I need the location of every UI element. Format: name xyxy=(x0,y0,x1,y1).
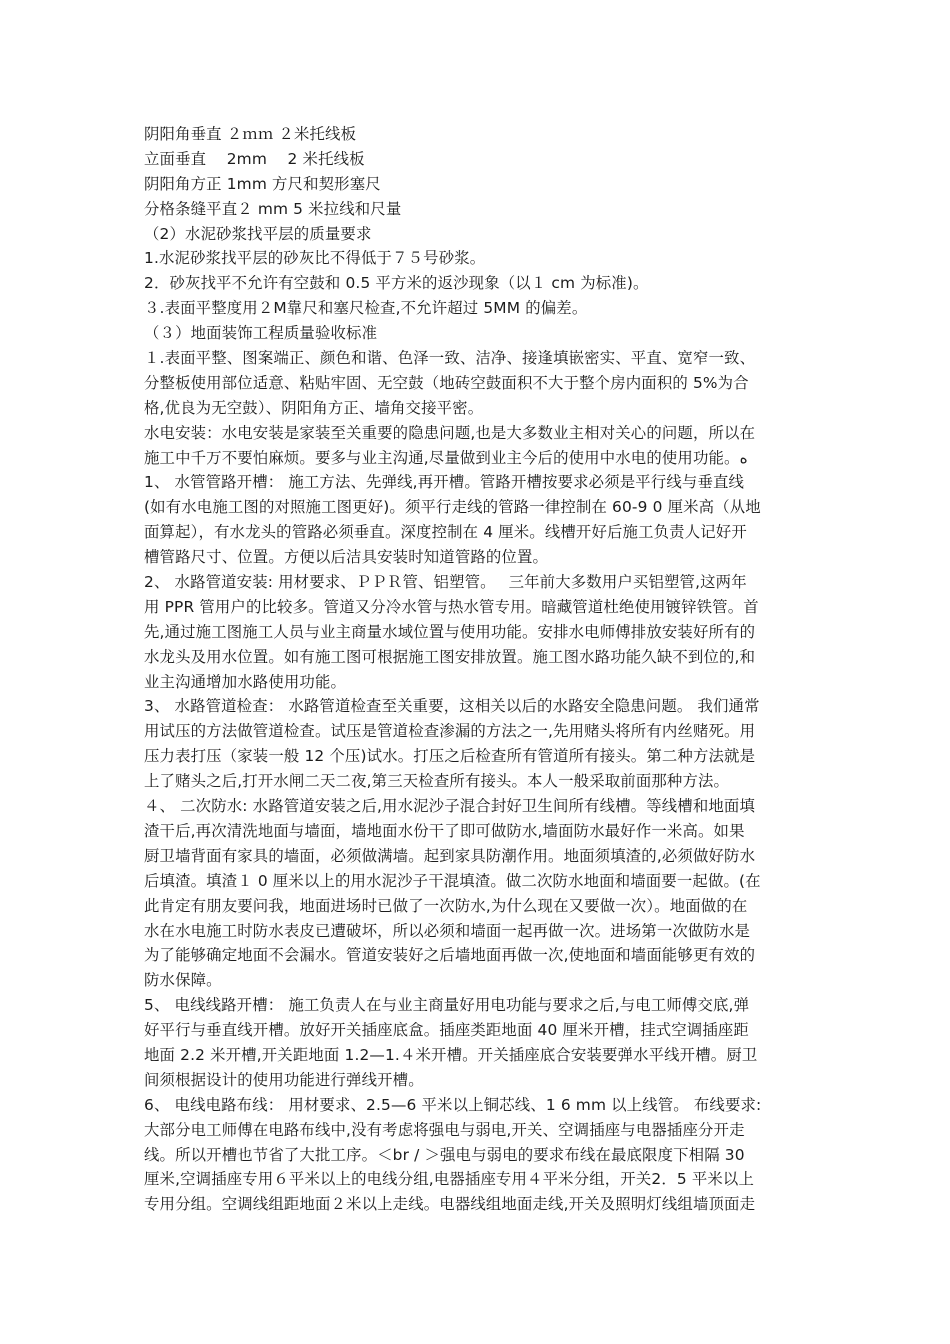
text-line: 1.水泥砂浆找平层的砂灰比不得低于７５号砂浆。 xyxy=(144,249,486,268)
text-line: 2、 水路管道安装: 用材要求、ＰＰＲ管、铝塑管。 三年前大多数用户买铝塑管,这两年 xyxy=(144,573,747,592)
text-line: 为了能够确定地面不会漏水。管道安装好之后墙地面再做一次,使地面和墙面能够更有效的 xyxy=(144,946,756,965)
text-line: 用试压的方法做管道检查。试压是管道检查渗漏的方法之一,先用赌头将所有内丝赌死。用 xyxy=(144,722,756,741)
text-line: 业主沟通增加水路使用功能。 xyxy=(144,672,347,691)
text-line: 分格条缝平直２ mm 5 米拉线和尺量 xyxy=(144,199,402,218)
text-line: 分整板使用部位适意、粘贴牢固、无空鼓（地砖空鼓面积不大于整个房内面积的 5%为合 xyxy=(144,373,749,392)
text-line: ４、 二次防水: 水路管道安装之后,用水泥沙子混合封好卫生间所有线槽。等线槽和地面填 xyxy=(144,797,756,816)
text-line: 水龙头及用水位置。如有施工图可根据施工图安排放置。施工图水路功能久缺不到位的,和 xyxy=(144,647,756,666)
text-line: 阴阳角方正 1mm 方尺和契形塞尺 xyxy=(144,174,381,193)
text-line: 好平行与垂直线开槽。放好开关插座底盒。插座类距地面 40 厘米开槽，挂式空调插座距 xyxy=(144,1021,749,1040)
text-line: 地面 2.2 米开槽,开关距地面 1.2—1.４米开槽。开关插座底合安装要弹水平线开槽。厨卫 xyxy=(144,1045,758,1064)
text-line: 厨卫墙背面有家具的墙面，必须做满墙。起到家具防潮作用。地面须填渣的,必须做好防水 xyxy=(144,846,756,865)
section-heading: （2）水泥砂浆找平层的质量要求 xyxy=(144,224,372,243)
text-line: 6、 电线电路布线： 用材要求、2.5—6 平米以上铜芯线、1 6 mm 以上线管。 布线要求: xyxy=(144,1095,762,1114)
text-line: 线。所以开槽也节省了大批工序。＜br / ＞强电与弱电的要求布线在最底限度下相隔 30 xyxy=(144,1145,745,1164)
text-line: 5、 电线线路开槽： 施工负责人在与业主商量好用电功能与要求之后,与电工师傅交底,弹 xyxy=(144,996,750,1015)
text-line: 3、 水路管道检查： 水路管道检查至关重要，这相关以后的水路安全隐患问题。 我们通常 xyxy=(144,697,760,716)
text-line: 2．砂灰找平不允许有空鼓和 0.5 平方米的返沙现象（以１ cm 为标准)。 xyxy=(144,274,649,293)
text-line: 间须根据设计的使用功能进行弹线开槽。 xyxy=(144,1070,424,1089)
text-line: 阴阳角垂直 ２ｍｍ ２米托线板 xyxy=(144,125,357,143)
text-line: １.表面平整、图案端正、颜色和谐、色泽一致、洁净、接逢填嵌密实、平直、宽窄一致、 xyxy=(144,349,756,368)
text-line: 面算起），有水龙头的管路必须垂直。深度控制在 4 厘米。线槽开好后施工负责人记好开 xyxy=(144,523,747,542)
text-line: 厘米,空调插座专用６平米以上的电线分组,电器插座专用４平米分组，开关2．5 平米以上 xyxy=(144,1170,755,1189)
text-line: 压力表打压（家装一般 12 个压)试水。打压之后检查所有管道所有接头。第二种方法就是 xyxy=(144,747,756,766)
text-line: 大部分电工师傅在电路布线中,没有考虑将强电与弱电,开关、空调插座与电器插座分开走 xyxy=(144,1120,745,1139)
text-line: 专用分组。空调线组距地面２米以上走线。电器线组地面走线,开关及照明灯线组墙顶面走 xyxy=(144,1195,756,1214)
text-line: ３.表面平整度用２M靠尺和塞尺检查,不允许超过 5MM 的偏差。 xyxy=(144,299,588,318)
text-line: 用 PPR 管用户的比较多。管道又分冷水管与热水管专用。暗藏管道杜绝使用镀锌铁管。首 xyxy=(144,597,759,616)
text-line: (如有水电施工图的对照施工图更好)。须平行走线的管路一律控制在 60-9 0 厘米高（从地 xyxy=(144,498,761,517)
text-line: 水在水电施工时防水表皮已遭破坏，所以必须和墙面一起再做一次。进场第一次做防水是 xyxy=(144,921,751,940)
text-line: 此肯定有朋友要问我，地面进场时已做了一次防水,为什么现在又要做一次）。地面做的在 xyxy=(144,896,748,915)
text-line: 1、 水管管路开槽： 施工方法、先弹线,再开槽。管路开槽按要求必须是平行线与垂直线 xyxy=(144,473,745,492)
text-line: 槽管路尺寸、位置。方便以后洁具安装时知道管路的位置。 xyxy=(144,548,549,567)
text-line: 上了赌头之后,打开水闸二天二夜,第三天检查所有接头。本人一般采取前面那种方法。 xyxy=(144,772,730,791)
text-line: 后填渣。填渣１ 0 厘米以上的用水泥沙子干混填渣。做二次防水地面和墙面要一起做。(在 xyxy=(144,871,761,890)
section-heading: （３）地面装饰工程质量验收标准 xyxy=(144,324,378,343)
document-body xyxy=(144,122,808,1217)
text-line: 施工中千万不要怕麻烦。要多与业主沟通,尽量做到业主今后的使用中水电的使用功能。ﻩ xyxy=(144,448,748,467)
text-line: 格,优良为无空鼓）、阴阳角方正、墙角交接平密。 xyxy=(144,398,484,417)
text-line: 防水保障。 xyxy=(144,971,222,990)
text-line: 立面垂直 2mm 2 米托线板 xyxy=(144,149,365,168)
text-line: 先,通过施工图施工人员与业主商量水域位置与使用功能。安排水电师傅排放安装好所有的 xyxy=(144,622,756,641)
text-line: 水电安装：水电安装是家装至关重要的隐患问题,也是大多数业主相对关心的问题，所以在 xyxy=(144,423,756,442)
text-line: 渣干后,再次清洗地面与墙面，墙地面水份干了即可做防水,墙面防水最好作一米高。如果 xyxy=(144,821,745,840)
